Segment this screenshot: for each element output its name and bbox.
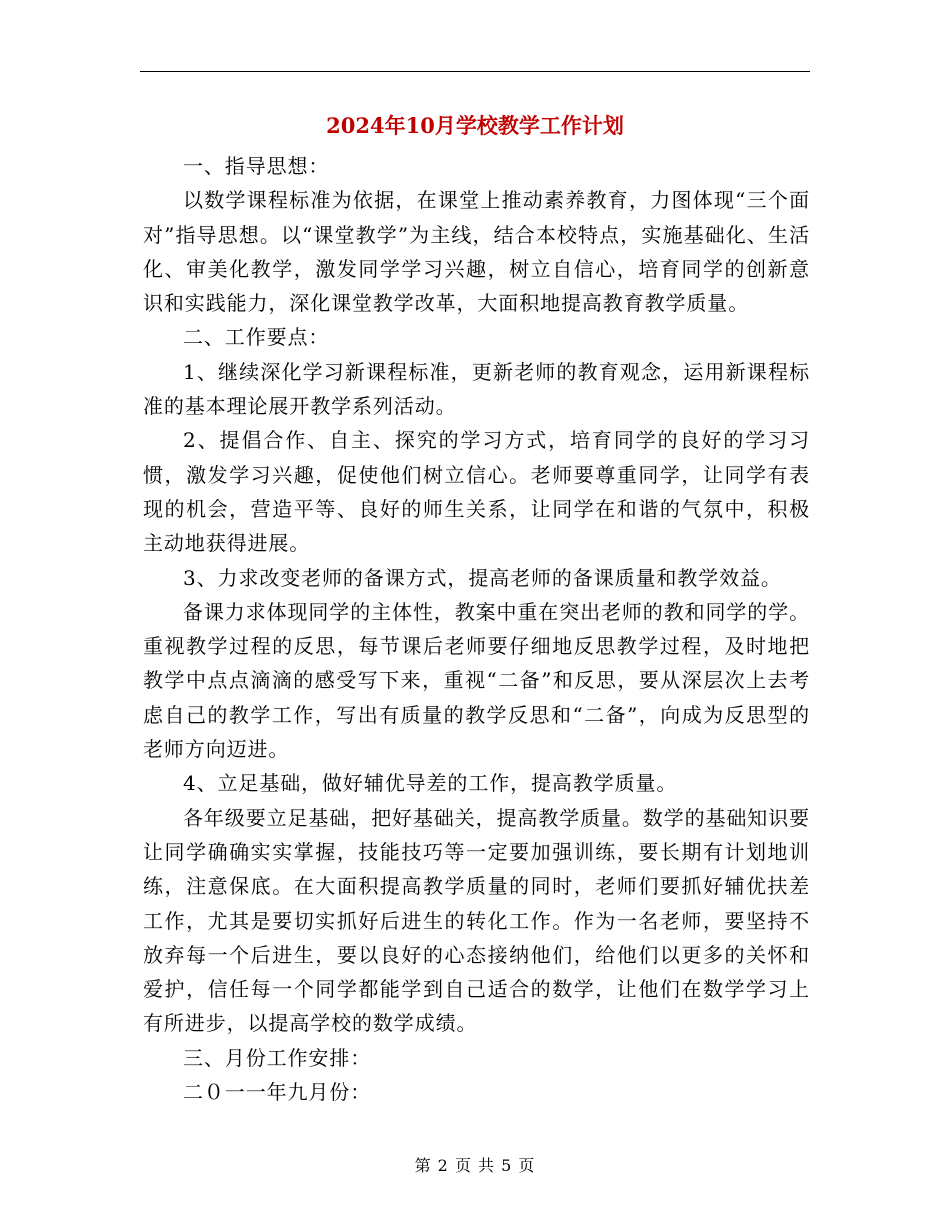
header-rule <box>140 71 810 72</box>
paragraph-point-4: 4、立足基础，做好辅优导差的工作，提高教学质量。 <box>183 771 678 796</box>
section-heading-guiding-ideology: 一、指导思想： <box>183 154 330 178</box>
paragraph-point-1: 1、继续深化学习新课程标准，更新老师的教育观念，运用新课程标准的基本理论展开教学系列活动。 <box>143 359 810 419</box>
section-heading-work-points: 二、工作要点： <box>183 325 330 350</box>
document-body <box>143 149 810 1109</box>
paragraph-point-2: 2、提倡合作、自主、探究的学习方式，培育同学的良好的学习习惯，激发学习兴趣，促使他们树立信心。老师要尊重同学，让同学有表现的机会，营造平等、良好的师生关系，让同学在和谐的气氛中，积极主动地获得进展。 <box>143 428 810 556</box>
page-number-footer: 第 2 页 共 5 页 <box>414 1156 536 1175</box>
section-heading-monthly-plan: 三、月份工作安排： <box>183 1045 372 1070</box>
paragraph-grade-foundation: 各年级要立足基础，把好基础关，提高教学质量。数学的基础知识要让同学确确实实掌握，技能技巧等一定要加强训练，要长期有计划地训练，注意保底。在大面积提高教学质量的同时，老师们要抓好辅优扶差工作，尤其是要切实抓好后进生的转化工作。作为一名老师，要坚持不放弃每一个后进生，要以良好的心态接纳他们，给他们以更多的关怀和爱护，信任每一个同学都能学到自己适合的数学，让他们在数学学习上有所进步，以提高学校的数学成绩。 <box>143 805 810 1036</box>
paragraph-month-september: 二０一一年九月份： <box>183 1080 372 1105</box>
paragraph-guiding-ideology: 以数学课程标准为依据，在课堂上推动素养教育，力图体现“三个面对”指导思想。以“课堂教学”为主线，结合本校特点，实施基础化、生活化、审美化教学，激发同学学习兴趣，树立自信心，培育同学的创新意识和实践能力，深化课堂教学改革，大面积地提高教育教学质量。 <box>143 188 810 316</box>
paragraph-lesson-prep: 备课力求体现同学的主体性，教案中重在突出老师的教和同学的学。重视教学过程的反思，每节课后老师要仔细地反思教学过程，及时地把教学中点点滴滴的感受写下来，重视“二备”和反思，要从深层次上去考虑自己的教学工作，写出有质量的教学反思和“二备”，向成为反思型的老师方向迈进。 <box>143 599 810 762</box>
paragraph-point-3: 3、力求改变老师的备课方式，提高老师的备课质量和教学效益。 <box>183 565 782 590</box>
document-title: 2024年10月学校教学工作计划 <box>326 113 624 138</box>
